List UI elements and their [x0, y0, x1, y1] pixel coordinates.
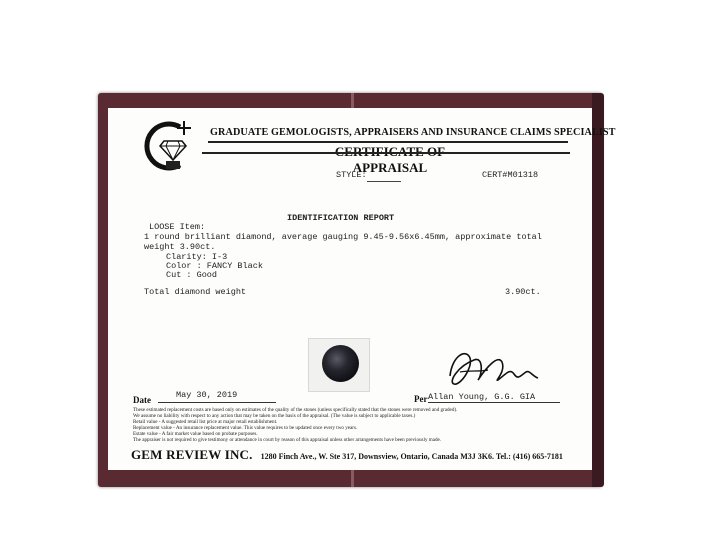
date-label: Date [133, 395, 151, 405]
color: Color : FANCY Black [166, 261, 263, 271]
fine-print-line: Retail value - A suggested retail list price at major retail establishment. [133, 419, 278, 425]
footer [131, 446, 563, 464]
company-header: GRADUATE GEMOLOGISTS, APPRAISERS AND INSURANCE CLAIMS SPECIALIST [210, 127, 616, 138]
appraiser-name: Allan Young, G.G. GIA [428, 392, 536, 402]
total-weight-value: 3.90ct. [505, 287, 541, 297]
footer-address: 1280 Finch Ave., W. Ste 317, Downsview, Ontario, Canada M3J 3K6. Tel.: (416) 665-7181 [260, 452, 563, 461]
folder-edge [592, 93, 604, 487]
style-line [367, 181, 401, 182]
date-line [158, 402, 276, 403]
fine-print-line: Replacement value - An insurance replacement value. This value requires to be updated once every two years. [133, 425, 358, 431]
description-line-1: 1 round brilliant diamond, average gauging 9.45-9.56x6.45mm, approximate total [144, 232, 542, 242]
cut: Cut : Good [166, 270, 218, 280]
fine-print-line: The appraiser is not required to give testimony or attendance in court by reason of this appraisal unless other arrangements have been previously made. [133, 437, 442, 443]
clarity: Clarity: I-3 [166, 252, 228, 262]
fine-print-line: These estimated replacement costs are based only on estimates of the quality of the stones (unless specifically stated that the stones were removed and graded). [133, 407, 458, 413]
black-diamond-image [322, 345, 359, 382]
total-weight-label: Total diamond weight [144, 287, 247, 297]
item-label: LOOSE Item: [149, 222, 206, 232]
fine-print-line: Estate value - A fair market value based on probate purposes. [133, 431, 258, 437]
footer-company: GEM REVIEW INC. [131, 447, 253, 462]
cert-number: CERT#M01318 [482, 170, 539, 180]
description-line-2: weight 3.90ct. [144, 242, 216, 252]
gem-logo-icon [140, 117, 198, 175]
signature-line [428, 402, 560, 403]
signature [440, 346, 540, 396]
date-value: May 30, 2019 [176, 390, 238, 400]
style-label: STYLE: [336, 170, 367, 180]
per-label: Per [414, 394, 428, 404]
certificate-title: APPRAISAL [352, 160, 428, 175]
report-heading: IDENTIFICATION REPORT [287, 213, 395, 223]
title-rule [202, 152, 570, 154]
header-rule [208, 141, 568, 143]
fine-print-line: We assume no liability with respect to any action that may be taken on the basis of the appraisal. (The value is subject to applicable taxes.) [133, 413, 416, 419]
